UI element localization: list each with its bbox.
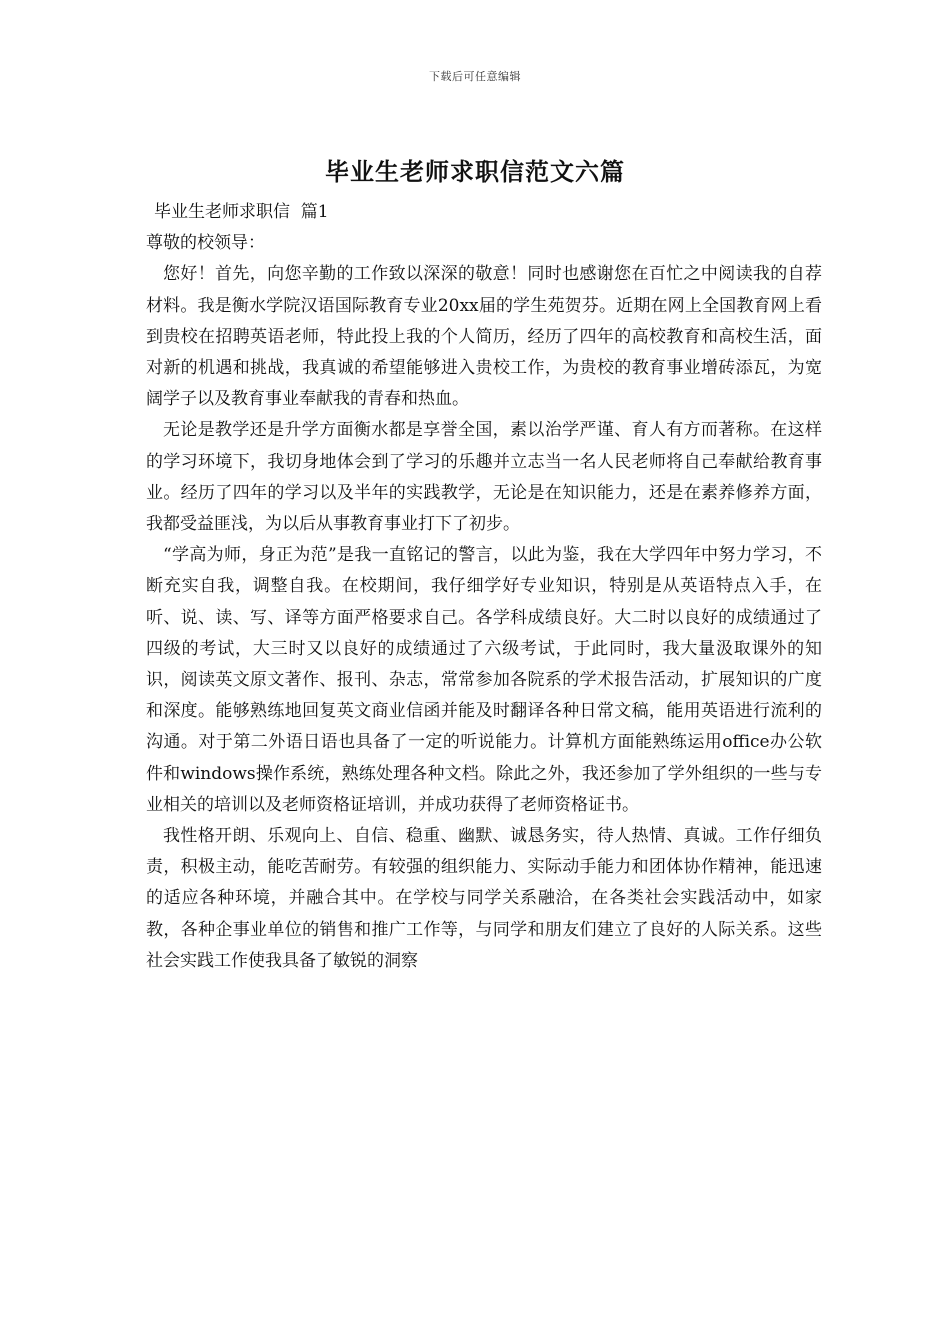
salutation: 尊敬的校领导：	[146, 233, 265, 254]
document-body	[146, 197, 822, 977]
document-title: 毕业生老师求职信范文六篇	[325, 157, 625, 186]
body-paragraph-4: 我性格开朗、乐观向上、自信、稳重、幽默、诚恳务实，待人热情、真诚。工作仔细负责，积极主动，能吃苦耐劳。有较强的组织能力、实际动手能力和团体协作精神，能迅速的适应各种环境，并融合其中。在学校与同学关系融洽，在各类社会实践活动中，如家教，各种企事业单位的销售和推广工作等，与同学和朋友们建立了良好的人际关系。这些社会实践工作使我具备了敏锐的洞察	[146, 826, 822, 971]
header-note: 下载后可任意编辑	[429, 70, 521, 83]
body-paragraph-1: 您好！首先，向您辛勤的工作致以深深的敬意！同时也感谢您在百忙之中阅读我的自荐材料。我是衡水学院汉语国际教育专业20xx届的学生苑贺芬。近期在网上全国教育网上看到贵校在招聘英语老师，特此投上我的个人简历，经历了四年的高校教育和高校生活，面对新的机遇和挑战，我真诚的希望能够进入贵校工作，为贵校的教育事业增砖添瓦，为宽阔学子以及教育事业奉献我的青春和热血。	[146, 264, 822, 410]
body-paragraph-3: “学高为师，身正为范”是我一直铭记的警言，以此为鉴，我在大学四年中努力学习，不断充实自我，调整自我。在校期间，我仔细学好专业知识，特别是从英语特点入手，在听、说、读、写、译等方面严格要求自己。各学科成绩良好。大二时以良好的成绩通过了四级的考试，大三时又以良好的成绩通过了六级考试，于此同时，我大量汲取课外的知识，阅读英文原文著作、报刊、杂志，常常参加各院系的学术报告活动，扩展知识的广度和深度。能够熟练地回复英文商业信函并能及时翻译各种日常文稿，能用英语进行流利的沟通。对于第二外语日语也具备了一定的听说能力。计算机方面能熟练运用office办公软件和windows操作系统，熟练处理各种文档。除此之外，我还参加了学外组织的一些与专业相关的培训以及老师资格证培训，并成功获得了老师资格证书。	[146, 545, 822, 815]
section-heading: 毕业生老师求职信 篇1	[154, 202, 329, 222]
body-paragraph-2: 无论是教学还是升学方面衡水都是享誉全国，素以治学严谨、育人有方而著称。在这样的学习环境下，我切身地体会到了学习的乐趣并立志当一名人民老师将自己奉献给教育事业。经历了四年的学习以及半年的实践教学，无论是在知识能力，还是在素养修养方面，我都受益匪浅，为以后从事教育事业打下了初步。	[146, 420, 822, 535]
